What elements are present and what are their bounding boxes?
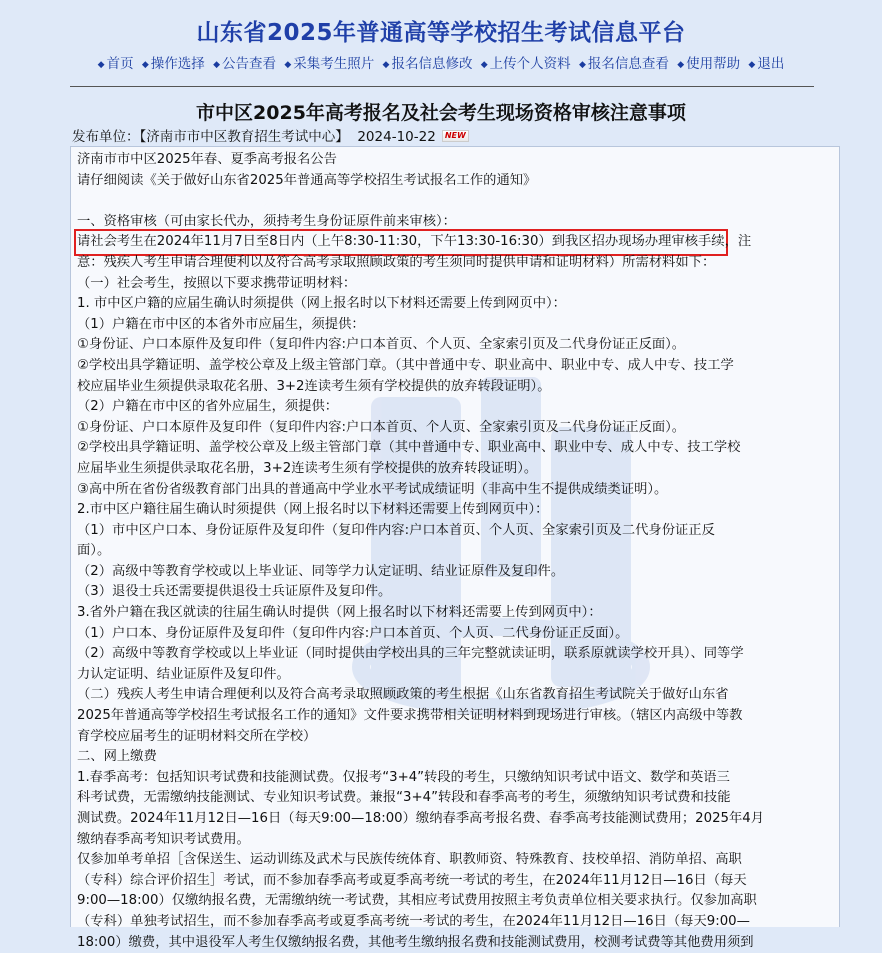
article-line: 育学校应届考生的证明材料交所在学校） [77,728,317,744]
article-line: 意：残疾人考生申请合理便利以及符合高考录取照顾政策的考生须同时提供申请和证明材料）所需材料如下： [77,254,716,270]
article-line: （2）户籍在市中区的省外应届生，须提供： [77,399,339,415]
article-line: ②学校出具学籍证明、盖学校公章及上级主管部门章（其中普通中专、职业高中、职业中专、成人中专、技工学校 [77,440,741,456]
site-title: 山东省2025年普通高等学校招生考试信息平台 [196,20,686,46]
article-line: 二、网上缴费 [77,749,157,765]
article-title: 市中区2025年高考报名及社会考生现场资格审核注意事项 [196,102,686,124]
article-line: （2）高级中等教育学校或以上毕业证（同时提供由学校出具的三年完整就读证明，联系原就读学校开具）、同等学 [77,646,744,662]
header-divider [70,86,814,87]
article-line: ①身份证、户口本原件及复印件（复印件内容:户口本首页、个人页、全家索引页及二代身份证正反面）。 [77,337,686,353]
article-line: 校应届毕业生须提供录取花名册、3+2连读考生须有学校提供的放弃转段证明）。 [77,378,551,394]
article-line: ②学校出具学籍证明、盖学校公章及上级主管部门章。（其中普通中专、职业高中、职业中专、成人中专、技工学 [77,357,734,373]
nav-announcements[interactable]: ◆ 公告查看 [213,56,276,72]
publisher-name: 【济南市市中区教育招生考试中心】 [139,129,349,145]
publish-date: 2024-10-22 [357,129,436,145]
nav-logout[interactable]: ◆ 退出 [748,56,784,72]
article-line: 2025年普通高等学校招生考试报名工作的通知》文件要求携带相关证明材料到现场进行审核。（辖区内高级中等教 [77,708,743,724]
article-line: 9:00—18:00）仅缴纳报名费，无需缴纳统一考试费，其相应考试费用按照主考负责单位相关要求执行。仅参加高职 [77,893,757,909]
article-line: 18:00）缴费，其中退役军人考生仅缴纳报名费，其他考生缴纳报名费和技能测试费用，校测考试费等其他费用须到 [77,934,754,950]
article-line [77,191,836,212]
highlighted-notice: 请社会考生在2024年11月7日至8日内（上午8:30-11:30，下午13:30-16:30）到我区招办现场办理审核手续 [77,232,725,253]
article-line: 1.春季高考：包括知识考试费和技能测试费。仅报考“3+4”转段的考生，只缴纳知识考试中语文、数学和英语三 [77,769,730,785]
article-line: （3）退役士兵还需要提供退役士兵证原件及复印件。 [77,584,392,600]
nav-edit-registration[interactable]: ◆ 报名信息修改 [383,56,473,72]
article-line: （2）高级中等教育学校或以上毕业证、同等学力认定证明、结业证原件及复印件。 [77,563,565,579]
article-line: 2.市中区户籍往届生确认时须提供（网上报名时以下材料还需要上传到网页中）： [77,502,549,518]
nav-operation-select[interactable]: ◆ 操作选择 [142,56,205,72]
highlight-trailing-text: ，注 [724,234,752,250]
article-line: 缴纳春季高考知识考试费用。 [77,831,250,847]
article-line: 仅参加单考单招［含保送生、运动训练及武术与民族传统体育、职教师资、特殊教育、技校单招、消防单招、高职 [77,852,742,868]
article-line: 请仔细阅读《关于做好山东省2025年普通高等学校招生考试报名工作的通知》 [77,172,537,188]
article-line: 面）。 [77,543,111,559]
article-line: 测试费。2024年11月12日—16日（每天9:00—18:00）缴纳春季高考报名费、春季高考技能测试费用；2025年4月 [77,811,765,826]
article-line: 一、资格审核（可由家长代办，须持考生身份证原件前来审核）： [77,213,456,229]
article-line: ③高中所在省份省级教育部门出具的普通高中学业水平考试成绩证明（非高中生不提供成绩类证明）。 [77,481,668,497]
article-meta [72,125,469,145]
article-line: 3.省外户籍在我区就读的往届生确认时提供（网上报名时以下材料还需要上传到网页中）： [77,605,602,621]
article-line: （一）社会考生，按照以下要求携带证明材料： [77,275,357,291]
article-line: 济南市市中区2025年春、夏季高考报名公告 [77,152,337,167]
article-line: （1）市中区户口本、身份证原件及复印件（复印件内容:户口本首页、个人页、全家索引页及二代身份证正反 [77,522,715,538]
article-line: 应届毕业生须提供录取花名册，3+2连读考生须有学校提供的放弃转段证明）。 [77,460,538,476]
article-line: （1）户口本、身份证原件及复印件（复印件内容:户口本首页、个人页、二代身份证正反面）。 [77,625,629,641]
nav-help[interactable]: ◆ 使用帮助 [677,56,740,72]
article-body [70,146,840,950]
article-line: 科考试费，无需缴纳技能测试、专业知识考试费。兼报“3+4”转段和春季高考的考生，须缴纳知识考试费和技能 [77,790,731,806]
article-line: 1. 市中区户籍的应届生确认时须提供（网上报名时以下材料还需要上传到网页中）： [77,296,566,312]
article-line: （1）户籍在市中区的本省外市应届生，须提供： [77,316,365,332]
article-line: （二）残疾人考生申请合理便利以及符合高考录取照顾政策的考生根据《山东省教育招生考试院关于做好山东省 [77,687,729,703]
publisher-label: 发布单位： [72,129,140,145]
nav-home[interactable]: ◆ 首页 [98,56,134,72]
article-line: （专科）单独考试招生，而不参加春季高考或夏季高考统一考试的考生，在2024年11月12日—16日（每天9:00— [77,913,750,929]
main-nav [0,52,882,72]
article-line: 力认定证明、结业证原件及复印件。 [77,666,290,682]
article-line [77,232,836,253]
nav-view-registration[interactable]: ◆ 报名信息查看 [579,56,669,72]
new-badge-icon: NEW [442,130,469,142]
nav-upload-documents[interactable]: ◆ 上传个人资料 [481,56,571,72]
nav-photo-capture[interactable]: ◆ 采集考生照片 [284,56,374,72]
article-line: （专科）综合评价招生］考试，而不参加春季高考或夏季高考统一考试的考生，在2024年11月12日—16日（每天 [77,872,747,888]
article-line: ①身份证、户口本原件及复印件（复印件内容:户口本首页、个人页、全家索引页及二代身份证正反面）。 [77,419,686,435]
